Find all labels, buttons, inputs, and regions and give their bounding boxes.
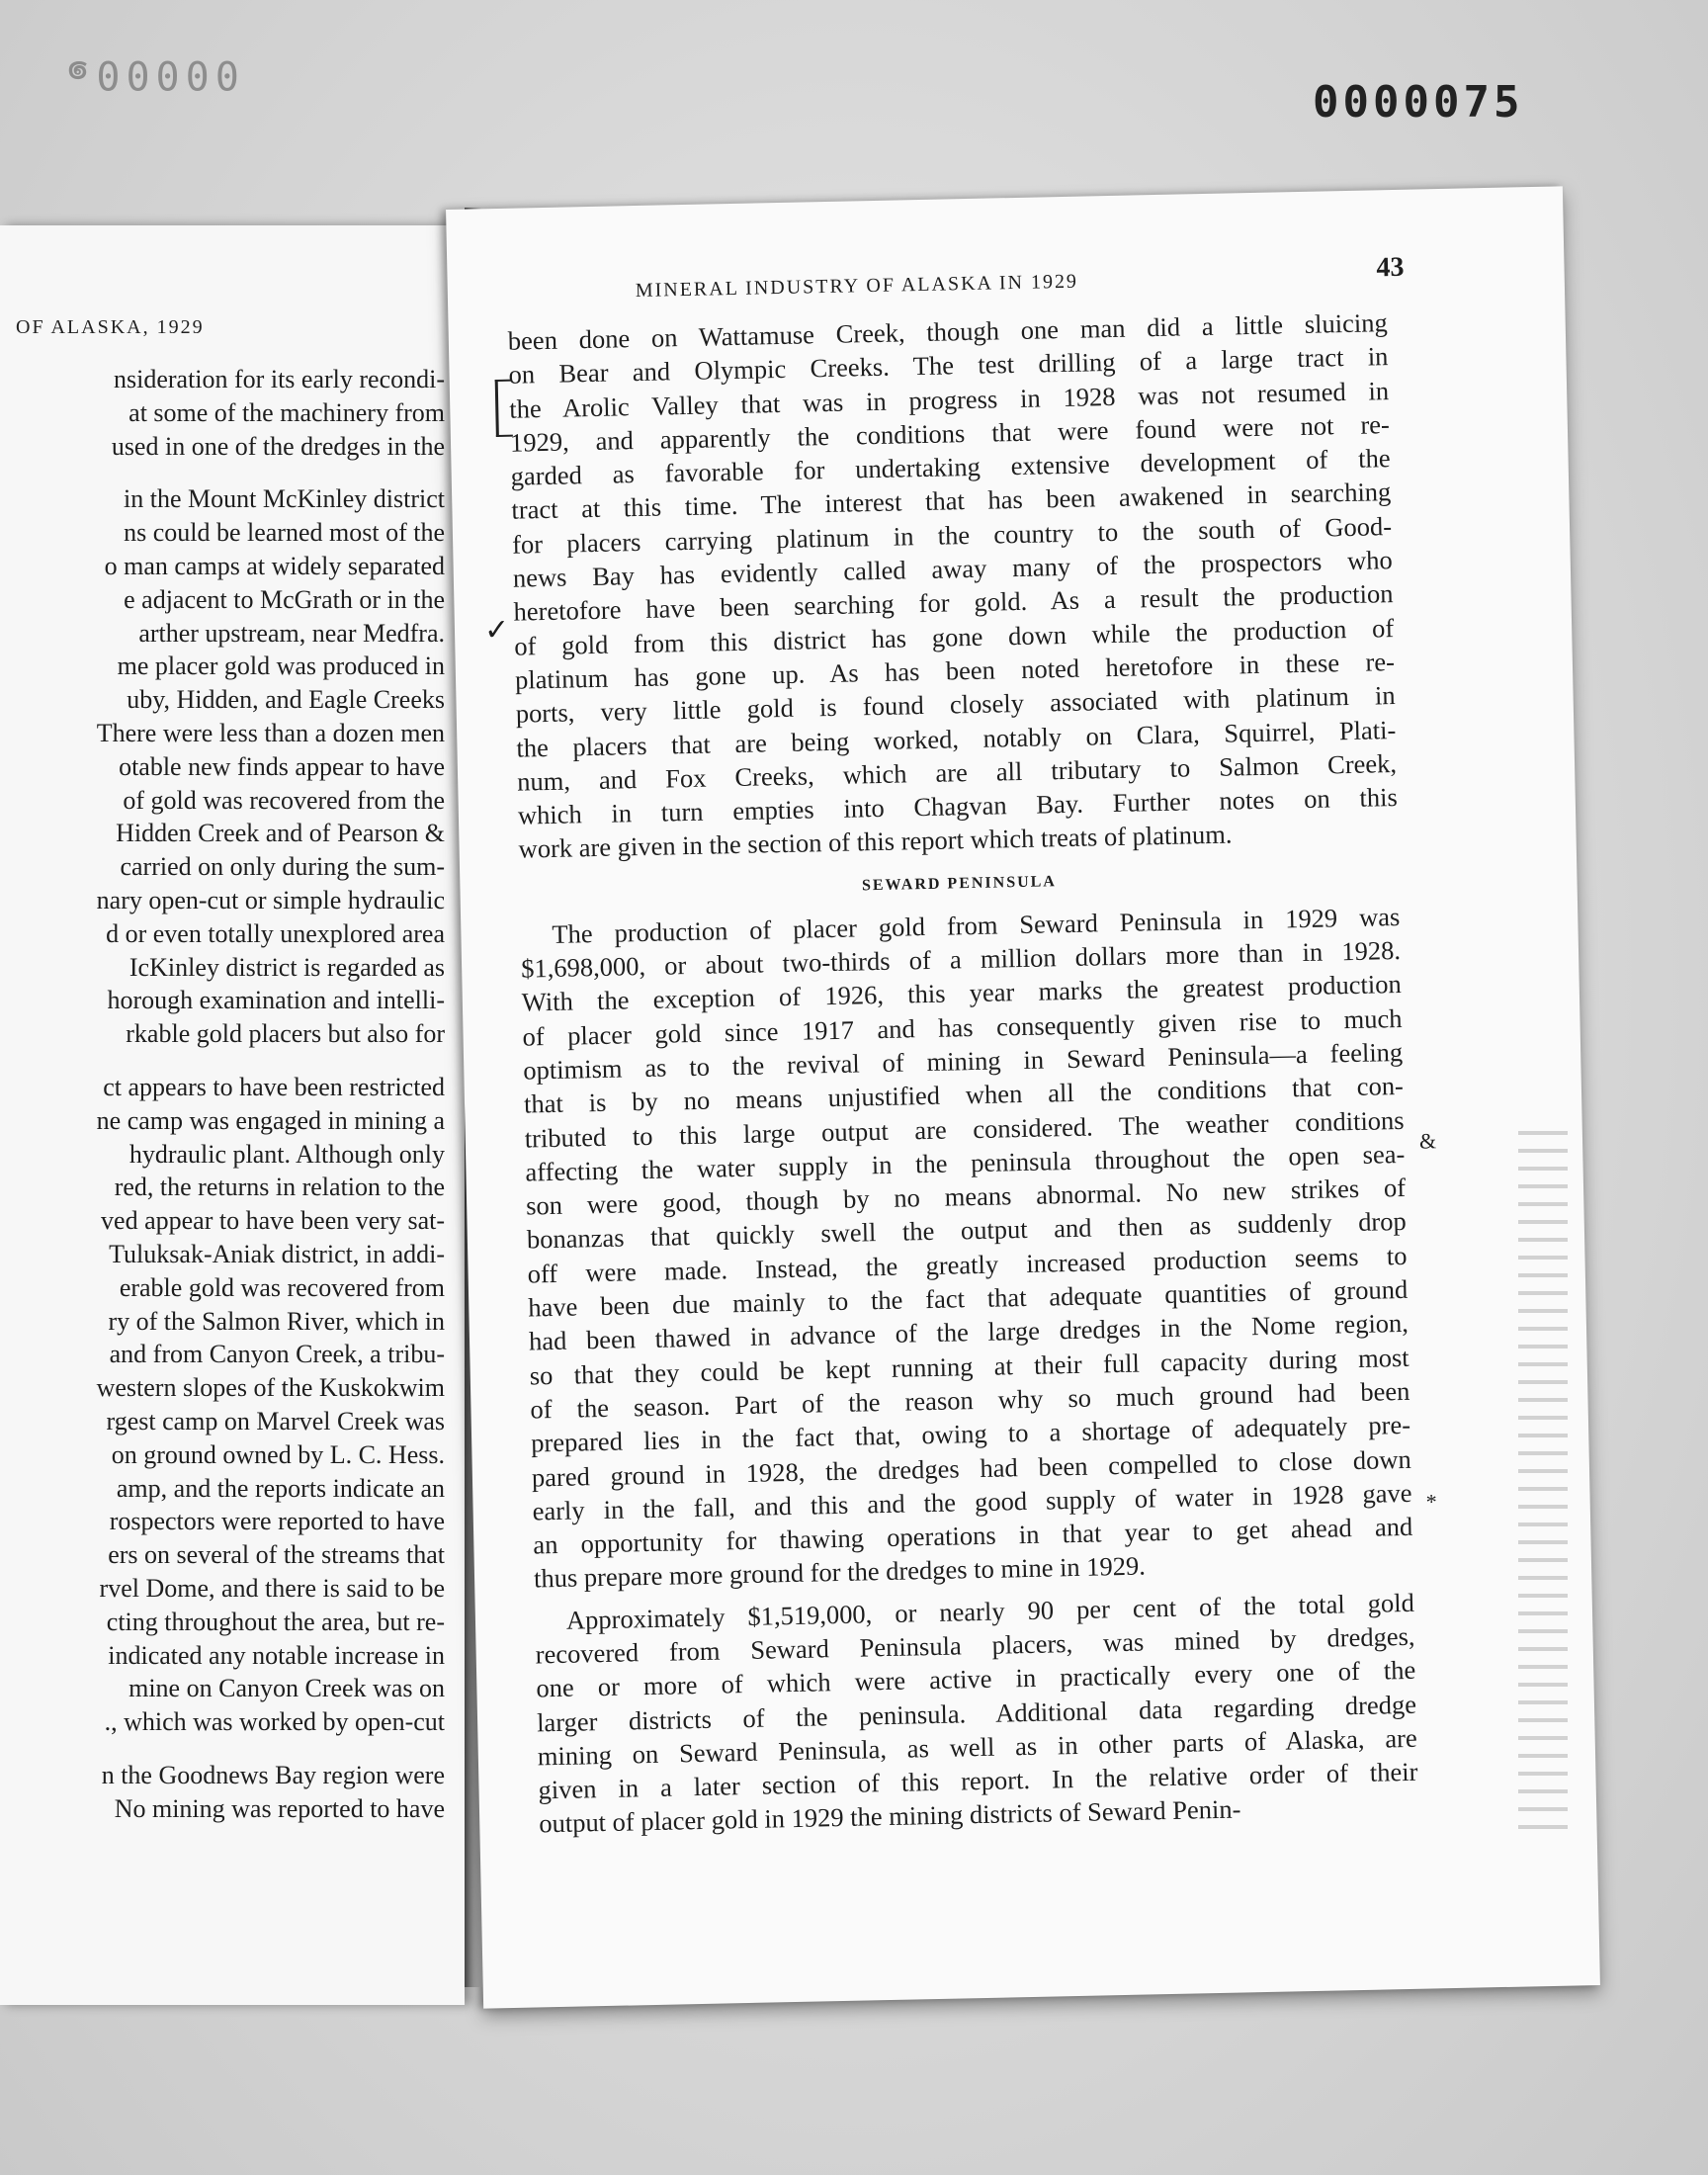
left-text-line: There were less than a dozen men bbox=[96, 719, 445, 747]
text-line: which in turn empties into Chagvan Bay. Further notes on this bbox=[517, 782, 1399, 830]
left-text-line: rvel Dome, and there is said to be bbox=[99, 1574, 445, 1603]
paragraph-3 bbox=[535, 1585, 1459, 1842]
text-line: son were good, though by no means abnormal. No new strikes of bbox=[525, 1173, 1407, 1221]
text-line: an opportunity for thawing operations in that year to get ahead and bbox=[533, 1511, 1413, 1560]
left-text-line: amp, and the reports indicate an bbox=[116, 1473, 445, 1503]
left-text-line: nsideration for its early recondi- bbox=[114, 365, 445, 393]
text-line: tract at this time. The interest that has been awakened in searching bbox=[511, 477, 1392, 526]
text-line: thus prepare more ground for the dredges to mine in 1929. bbox=[533, 1550, 1147, 1594]
left-text-line: on ground owned by L. C. Hess. bbox=[111, 1439, 445, 1469]
left-text-line: rospectors were reported to have bbox=[109, 1507, 445, 1536]
text-line: output of placer gold in 1929 the mining districts of Seward Penin- bbox=[538, 1794, 1241, 1839]
text-line: prepared lies in the fact that, owing to a shortage of adequately pre- bbox=[530, 1410, 1411, 1458]
left-text-line: nary open-cut or simple hydraulic bbox=[96, 886, 445, 914]
left-text-line: in the Mount McKinley district bbox=[124, 484, 445, 514]
text-line: ports, very little gold is found closely associated with platinum in bbox=[515, 680, 1396, 729]
text-line: The production of placer gold from Seward Peninsula in 1929 was bbox=[552, 901, 1401, 949]
left-text-line: Tuluksak-Aniak district, in addi- bbox=[109, 1240, 445, 1268]
left-text-line: horough examination and intelli- bbox=[107, 986, 445, 1015]
text-line: news Bay has evidently called away many of the prospectors who bbox=[512, 545, 1394, 593]
margin-annotation-asterisk: * bbox=[1425, 1489, 1437, 1515]
page-number: 43 bbox=[1376, 251, 1405, 284]
left-text-line: ved appear to have been very sat- bbox=[101, 1206, 445, 1236]
right-page bbox=[446, 186, 1600, 2008]
left-text-line: indicated any notable increase in bbox=[108, 1640, 445, 1670]
paragraph-1-lines bbox=[508, 304, 1438, 866]
text-line: bonanzas that quickly swell the output and then as suddenly drop bbox=[526, 1206, 1408, 1255]
left-text-line: ns could be learned most of the bbox=[124, 518, 445, 548]
left-text-line: hydraulic plant. Although only bbox=[128, 1139, 445, 1169]
paragraph-2-lines bbox=[520, 899, 1453, 1596]
left-text-line: n the Goodnews Bay region were bbox=[101, 1761, 445, 1789]
text-line: affecting the water supply in the peninsula throughout the open sea- bbox=[525, 1138, 1406, 1187]
text-line: of gold from this district has gone down while the production of bbox=[514, 612, 1395, 661]
margin-annotation-ampersand: & bbox=[1418, 1128, 1437, 1154]
text-line: of the season. Part of the reason why so much ground had been bbox=[530, 1375, 1410, 1425]
left-text-line: ers on several of the streams that bbox=[108, 1540, 445, 1570]
text-line: num, and Fox Creeks, which are all tributary to Salmon Creek, bbox=[516, 747, 1398, 797]
text-line: 1929, and apparently the conditions that were found were not re- bbox=[509, 408, 1391, 458]
text-line: optimism as to the revival of mining in Seward Peninsula—a feeling bbox=[522, 1036, 1404, 1086]
left-text-line: rgest camp on Marvel Creek was bbox=[106, 1407, 445, 1436]
left-text-line: ct appears to have been restricted bbox=[103, 1073, 445, 1101]
left-running-head: OF ALASKA, 1929 bbox=[16, 316, 205, 338]
left-text-line: e adjacent to McGrath or in the bbox=[124, 584, 445, 614]
left-text-line: of gold was recovered from the bbox=[123, 785, 445, 815]
document-number-stamp: 0000075 bbox=[1313, 77, 1524, 128]
text-line: platinum has gone up. As has been noted heretofore in these re- bbox=[514, 647, 1396, 695]
text-line: tributed to this large output are considered. The weather conditions bbox=[524, 1104, 1405, 1154]
left-page bbox=[0, 225, 465, 2005]
text-line: recovered from Seward Peninsula placers, was mined by dredges, bbox=[535, 1620, 1415, 1670]
left-text-line: and from Canyon Creek, a tribu- bbox=[109, 1340, 445, 1369]
stamp-top-left: 00000๑ bbox=[59, 51, 239, 97]
text-line: so that they could be kept running at their full capacity during most bbox=[529, 1342, 1409, 1391]
left-text-line: ne camp was engaged in mining a bbox=[96, 1105, 445, 1135]
text-line: given in a later section of this report. In the relative order of their bbox=[538, 1756, 1418, 1805]
text-line: With the exception of 1926, this year marks the greatest production bbox=[521, 969, 1402, 1017]
left-text-line: carried on only during the sum- bbox=[120, 852, 445, 882]
text-line: early in the fall, and this and the good supply of water in 1928 gave bbox=[532, 1477, 1412, 1526]
text-line: have been due mainly to the fact that adequate quantities of ground bbox=[528, 1273, 1409, 1323]
left-text-line: erable gold was recovered from bbox=[119, 1272, 445, 1302]
left-text-line: Hidden Creek and of Pearson & bbox=[116, 819, 445, 848]
left-text-line: ., which was worked by open-cut bbox=[104, 1707, 445, 1737]
text-line: that is by no means unjustified when all the conditions that con- bbox=[523, 1071, 1405, 1119]
text-line: $1,698,000, or about two-thirds of a million dollars more than in 1928. bbox=[520, 935, 1402, 984]
left-text-line: otable new finds appear to have bbox=[119, 751, 445, 781]
text-line: off were made. Instead, the greatly increased production seems to bbox=[527, 1240, 1408, 1289]
check-mark-icon: ✓ bbox=[483, 613, 510, 648]
left-text-line: arther upstream, near Medfra. bbox=[138, 618, 445, 648]
section-heading: SEWARD PENINSULA bbox=[861, 872, 1058, 895]
paragraph-2 bbox=[520, 899, 1453, 1596]
left-text-line: IcKinley district is regarded as bbox=[128, 952, 445, 982]
left-text-line: No mining was reported to have bbox=[114, 1793, 445, 1823]
running-title: MINERAL INDUSTRY OF ALASKA IN 1929 bbox=[635, 270, 1079, 303]
left-text-line: ry of the Salmon River, which in bbox=[108, 1306, 445, 1336]
left-text-line: western slopes of the Kuskokwim bbox=[96, 1373, 445, 1403]
text-line: on Bear and Olympic Creeks. The test drilling of a large tract in bbox=[508, 341, 1389, 391]
left-text-line: mine on Canyon Creek was on bbox=[128, 1674, 445, 1703]
left-text-line: red, the returns in relation to the bbox=[114, 1173, 445, 1202]
text-line: the Arolic Valley that was in progress in 1928 was not resumed in bbox=[508, 375, 1390, 424]
text-line: one or more of which were active in practically every one of the bbox=[536, 1655, 1416, 1703]
paragraph-3-lines bbox=[535, 1585, 1459, 1842]
text-line: heretofore have been searching for gold. As a result the production bbox=[513, 578, 1394, 628]
left-text-line: uby, Hidden, and Eagle Creeks bbox=[127, 685, 445, 715]
text-line: of placer gold since 1917 and has consequently given rise to much bbox=[522, 1002, 1403, 1052]
text-line: the placers that are being worked, notably on Clara, Squirrel, Plati- bbox=[516, 714, 1397, 763]
text-line: mining on Seward Peninsula, as well as in other parts of Alaska, are bbox=[537, 1722, 1417, 1772]
left-text-line: rkable gold placers but also for bbox=[126, 1019, 445, 1049]
text-line: garded as favorable for undertaking extensive development of the bbox=[510, 443, 1391, 491]
scan-edge-artifacts bbox=[1518, 1117, 1568, 1829]
paragraph-1 bbox=[483, 304, 1438, 866]
text-line: larger districts of the peninsula. Additional data regarding dredge bbox=[536, 1689, 1417, 1738]
left-text-line: o man camps at widely separated bbox=[104, 552, 445, 580]
margin-bracket-mark bbox=[495, 380, 513, 437]
text-line: work are given in the section of this report which treats of platinum. bbox=[518, 819, 1233, 865]
left-text-line: cting throughout the area, but re- bbox=[106, 1607, 445, 1636]
left-text-line: me placer gold was produced in bbox=[117, 652, 445, 681]
text-line: for placers carrying platinum in the country to the south of Good- bbox=[511, 510, 1393, 560]
text-line: pared ground in 1928, the dredges had been compelled to close down bbox=[531, 1443, 1412, 1492]
left-text-line: at some of the machinery from bbox=[128, 397, 445, 427]
right-page-content bbox=[483, 243, 1458, 1841]
text-line: been done on Wattamuse Creek, though one man did a little sluicing bbox=[507, 307, 1388, 356]
text-line: Approximately $1,519,000, or nearly 90 per cent of the total gold bbox=[565, 1587, 1415, 1635]
text-line: had been thawed in advance of the large dredges in the Nome region, bbox=[528, 1308, 1409, 1356]
left-text-line: used in one of the dredges in the bbox=[111, 431, 445, 461]
left-text-line: d or even totally unexplored area bbox=[106, 918, 445, 948]
